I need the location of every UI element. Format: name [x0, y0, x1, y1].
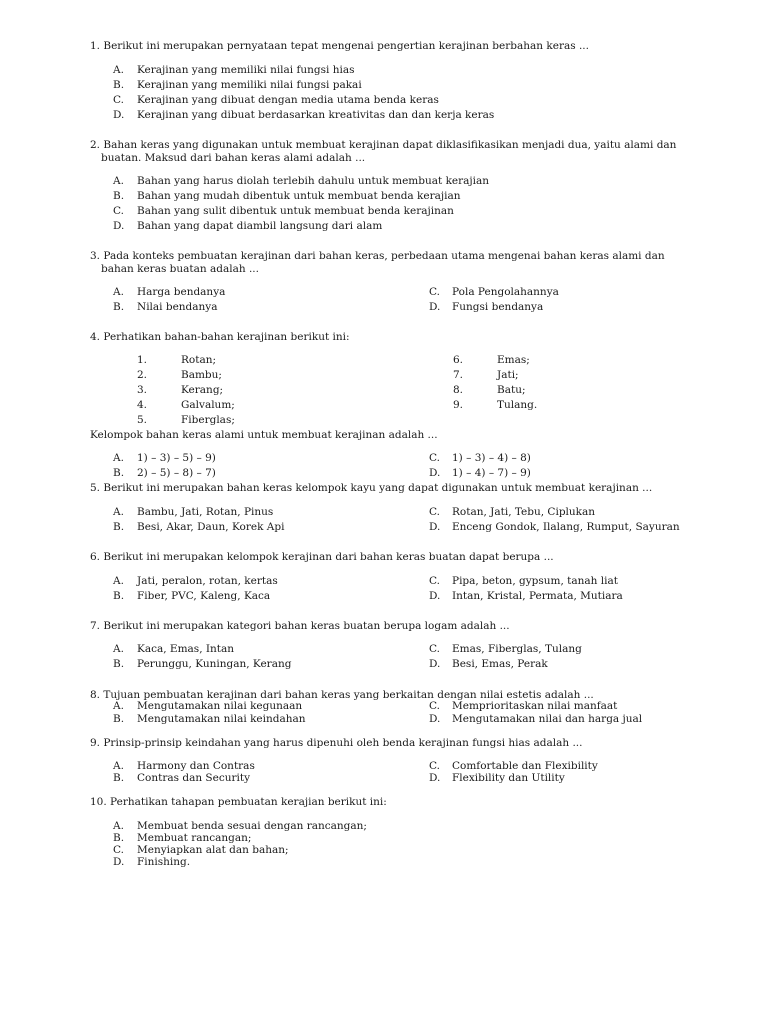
q4-item-9-text: Tulang. [497, 399, 538, 411]
q4-option-d-text: 1) – 4) – 7) – 9) [452, 467, 531, 479]
question-4-prompt: Kelompok bahan keras alami untuk membuat kerajinan adalah ... [90, 429, 438, 441]
q9-option-d-text: Flexibility dan Utility [452, 772, 565, 784]
q2-option-d-letter: D. [113, 220, 125, 232]
q10-option-b-text: Membuat rancangan; [137, 832, 252, 844]
q4-item-2-num: 2. [137, 369, 148, 381]
q4-item-4-text: Galvalum; [181, 399, 235, 411]
q1-option-a-text: Kerajinan yang memiliki nilai fungsi hias [137, 64, 355, 76]
q10-option-d-text: Finishing. [137, 856, 191, 868]
q4-item-6-num: 6. [453, 354, 464, 366]
q4-item-7-text: Jati; [497, 369, 519, 381]
q8-option-c-letter: C. [429, 700, 440, 712]
q6-option-c-text: Pipa, beton, gypsum, tanah liat [452, 575, 618, 587]
q4-item-2-text: Bambu; [181, 369, 222, 381]
q2-option-a-letter: A. [113, 175, 124, 187]
q1-option-c-letter: C. [113, 94, 124, 106]
q7-option-a-text: Kaca, Emas, Intan [137, 643, 235, 655]
q8-option-a-text: Mengutamakan nilai kegunaan [137, 700, 303, 712]
question-2-text-cont: buatan. Maksud dari bahan keras alami adalah ... [101, 152, 366, 164]
q7-option-a-letter: A. [113, 643, 124, 655]
q7-option-d-letter: D. [429, 658, 441, 670]
q5-option-d-text: Enceng Gondok, Ilalang, Rumput, Sayuran [452, 521, 680, 533]
q3-option-a-text: Harga bendanya [137, 286, 226, 298]
q1-option-b-letter: B. [113, 79, 125, 91]
q3-option-a-letter: A. [113, 286, 124, 298]
q2-option-b-text: Bahan yang mudah dibentuk untuk membuat benda kerajian [137, 190, 461, 202]
q3-option-b-text: Nilai bendanya [137, 301, 218, 313]
q2-option-a-text: Bahan yang harus diolah terlebih dahulu untuk membuat kerajian [137, 175, 490, 187]
q4-option-c-letter: C. [429, 452, 440, 464]
question-7-text: 7. Berikut ini merupakan kategori bahan keras buatan berupa logam adalah ... [90, 620, 510, 632]
q10-option-a-text: Membuat benda sesuai dengan rancangan; [137, 820, 367, 832]
q9-option-d-letter: D. [429, 772, 441, 784]
q3-option-d-letter: D. [429, 301, 441, 313]
q5-option-c-text: Rotan, Jati, Tebu, Ciplukan [452, 506, 596, 518]
question-5-text: 5. Berikut ini merupakan bahan keras kelompok kayu yang dapat digunakan untuk membuat kerajinan ... [90, 482, 653, 494]
q7-option-d-text: Besi, Emas, Perak [452, 658, 548, 670]
q5-option-c-letter: C. [429, 506, 440, 518]
q10-option-d-letter: D. [113, 856, 125, 868]
q5-option-d-letter: D. [429, 521, 441, 533]
question-1-text: 1. Berikut ini merupakan pernyataan tepat mengenai pengertian kerajinan berbahan keras ... [90, 40, 589, 52]
q4-option-b-text: 2) – 5) – 8) – 7) [137, 467, 216, 479]
q9-option-b-letter: B. [113, 772, 125, 784]
q7-option-c-letter: C. [429, 643, 440, 655]
q1-option-b-text: Kerajinan yang memiliki nilai fungsi pakai [137, 79, 362, 91]
q3-option-b-letter: B. [113, 301, 125, 313]
q4-option-c-text: 1) – 3) – 4) – 8) [452, 452, 531, 464]
q2-option-d-text: Bahan yang dapat diambil langsung dari alam [137, 220, 383, 232]
q2-option-c-text: Bahan yang sulit dibentuk untuk membuat benda kerajinan [137, 205, 454, 217]
question-4-text: 4. Perhatikan bahan-bahan kerajinan berikut ini: [90, 331, 350, 343]
q4-item-8-num: 8. [453, 384, 464, 396]
q1-option-d-text: Kerajinan yang dibuat berdasarkan kreativitas dan dan kerja keras [137, 109, 495, 121]
q9-option-a-letter: A. [113, 760, 124, 772]
q6-option-d-text: Intan, Kristal, Permata, Mutiara [452, 590, 623, 602]
q9-option-b-text: Contras dan Security [137, 772, 251, 784]
q4-item-4-num: 4. [137, 399, 148, 411]
q6-option-a-letter: A. [113, 575, 124, 587]
q9-option-c-letter: C. [429, 760, 440, 772]
q6-option-b-text: Fiber, PVC, Kaleng, Kaca [137, 590, 271, 602]
q8-option-a-letter: A. [113, 700, 124, 712]
q6-option-a-text: Jati, peralon, rotan, kertas [137, 575, 278, 587]
q3-option-c-letter: C. [429, 286, 440, 298]
q4-item-9-num: 9. [453, 399, 464, 411]
q3-option-d-text: Fungsi bendanya [452, 301, 544, 313]
q1-option-d-letter: D. [113, 109, 125, 121]
q4-item-3-num: 3. [137, 384, 148, 396]
q4-item-5-num: 5. [137, 414, 148, 426]
q7-option-b-text: Perunggu, Kuningan, Kerang [137, 658, 292, 670]
q9-option-c-text: Comfortable dan Flexibility [452, 760, 598, 772]
q4-item-3-text: Kerang; [181, 384, 224, 396]
q4-item-6-text: Emas; [497, 354, 530, 366]
q4-item-5-text: Fiberglas; [181, 414, 235, 426]
q8-option-d-text: Mengutamakan nilai dan harga jual [452, 713, 643, 725]
question-6-text: 6. Berikut ini merupakan kelompok kerajinan dari bahan keras buatan dapat berupa ... [90, 551, 554, 563]
q3-option-c-text: Pola Pengolahannya [452, 286, 559, 298]
q5-option-b-letter: B. [113, 521, 125, 533]
q4-item-1-num: 1. [137, 354, 148, 366]
q5-option-a-text: Bambu, Jati, Rotan, Pinus [137, 506, 274, 518]
question-2-text: 2. Bahan keras yang digunakan untuk membuat kerajinan dapat diklasifikasikan menjadi dua, yaitu alami dan [90, 139, 677, 151]
q4-option-a-text: 1) – 3) – 5) – 9) [137, 452, 216, 464]
question-8-text: 8. Tujuan pembuatan kerajinan dari bahan keras yang berkaitan dengan nilai estetis adalah ... [90, 689, 594, 701]
q7-option-c-text: Emas, Fiberglas, Tulang [452, 643, 582, 655]
q4-option-b-letter: B. [113, 467, 125, 479]
q4-item-1-text: Rotan; [181, 354, 217, 366]
q4-option-d-letter: D. [429, 467, 441, 479]
question-9-text: 9. Prinsip-prinsip keindahan yang harus dipenuhi oleh benda kerajinan fungsi hias adalah ... [90, 737, 583, 749]
question-3-text: 3. Pada konteks pembuatan kerajinan dari bahan keras, perbedaan utama mengenai bahan keras alami dan [90, 250, 665, 262]
q10-option-b-letter: B. [113, 832, 125, 844]
q4-item-7-num: 7. [453, 369, 464, 381]
q8-option-d-letter: D. [429, 713, 441, 725]
q8-option-b-letter: B. [113, 713, 125, 725]
q5-option-a-letter: A. [113, 506, 124, 518]
q8-option-c-text: Memprioritaskan nilai manfaat [452, 700, 618, 712]
q10-option-a-letter: A. [113, 820, 124, 832]
q6-option-d-letter: D. [429, 590, 441, 602]
q6-option-b-letter: B. [113, 590, 125, 602]
q2-option-c-letter: C. [113, 205, 124, 217]
q10-option-c-letter: C. [113, 844, 124, 856]
q1-option-c-text: Kerajinan yang dibuat dengan media utama benda keras [137, 94, 439, 106]
q9-option-a-text: Harmony dan Contras [137, 760, 255, 772]
q4-option-a-letter: A. [113, 452, 124, 464]
q2-option-b-letter: B. [113, 190, 125, 202]
q6-option-c-letter: C. [429, 575, 440, 587]
q7-option-b-letter: B. [113, 658, 125, 670]
question-3-text-cont: bahan keras buatan adalah ... [101, 263, 259, 275]
question-10-text: 10. Perhatikan tahapan pembuatan kerajian berikut ini: [90, 796, 387, 808]
q4-item-8-text: Batu; [497, 384, 526, 396]
q8-option-b-text: Mengutamakan nilai keindahan [137, 713, 306, 725]
q5-option-b-text: Besi, Akar, Daun, Korek Api [137, 521, 285, 533]
q10-option-c-text: Menyiapkan alat dan bahan; [137, 844, 289, 856]
q1-option-a-letter: A. [113, 64, 124, 76]
